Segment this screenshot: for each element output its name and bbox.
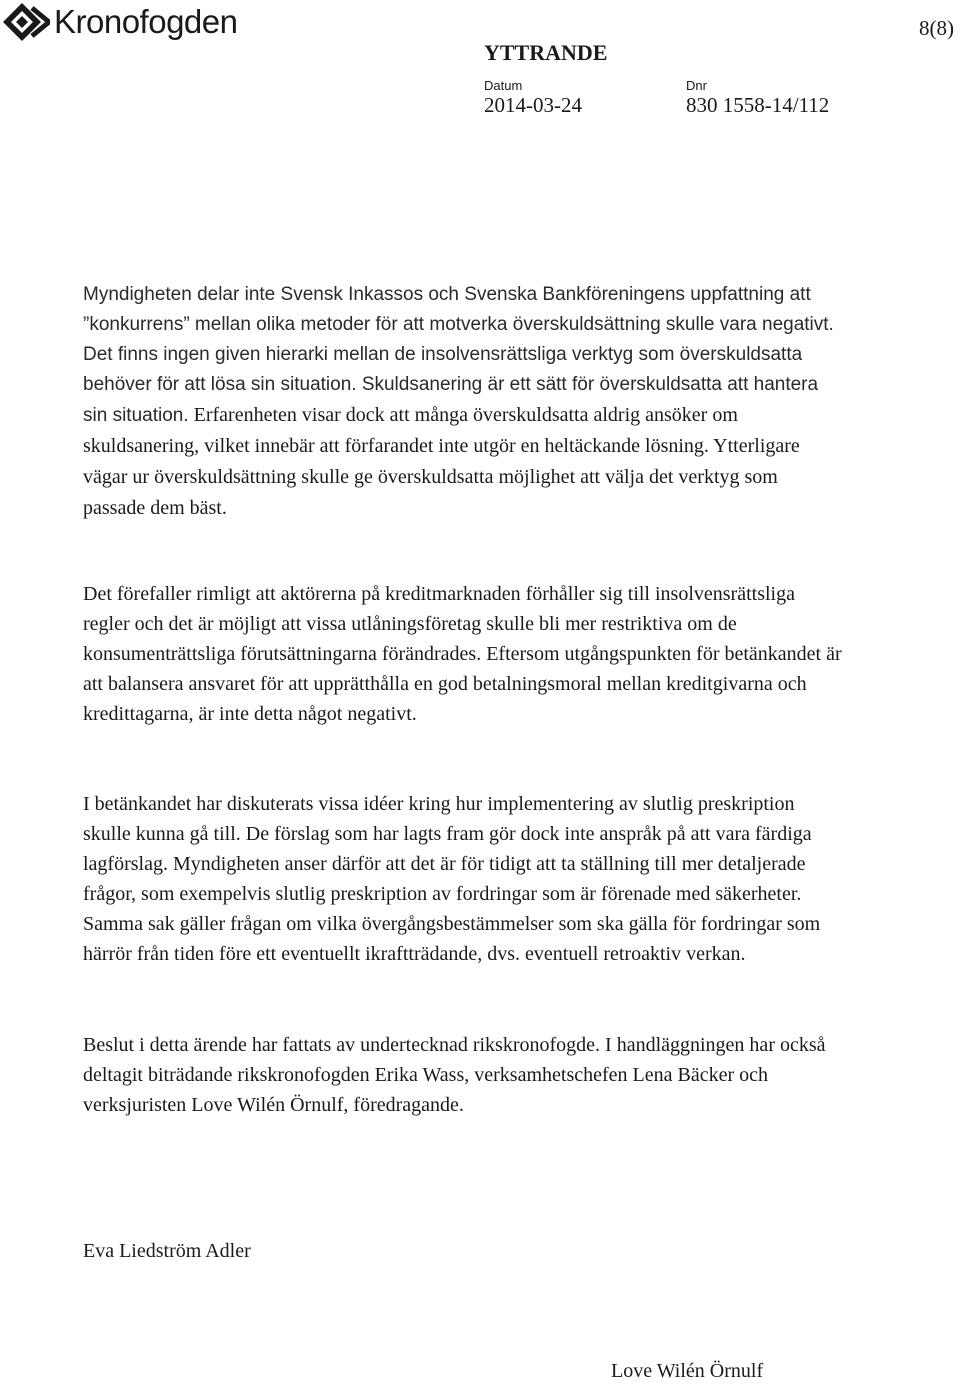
kronofogden-logo xyxy=(2,2,238,42)
paragraph-1 xyxy=(83,280,843,524)
paragraph-3: I betänkandet har diskuterats vissa idéer kring hur implementering av slutlig preskription skulle kunna gå till. De förslag som har lagts fram gör dock inte anspråk på att vara färdiga lagförslag. Myndigheten anser därför att det är för tidigt att ta ställning till mer detaljerade frågor, som exempelvis slutlig preskription av fordringar som är förenade med säkerheter. Samma sak gäller frågan om vilka övergångsbestämmelser som ska gälla för fordringar som härrör från tiden före ett eventuellt ikraftträdande, dvs. eventuell retroaktiv verkan. xyxy=(83,793,821,965)
page-number: 8(8) xyxy=(919,16,954,40)
dnr-label: Dnr xyxy=(686,78,707,93)
paragraph-4: Beslut i detta ärende har fattats av undertecknad rikskronofogde. I handläggningen har också deltagit biträdande rikskronofogden Erika Wass, verksamhetschefen Lena Bäcker och verksjuristen Love Wilén Örnulf, föredragande. xyxy=(83,1034,826,1116)
date-value: 2014-03-24 xyxy=(484,93,582,117)
logo-text: Kronofogden xyxy=(54,3,238,40)
date-label: Datum xyxy=(484,78,523,93)
dnr-value: 830 1558-14/112 xyxy=(686,93,830,117)
document-type: YTTRANDE xyxy=(484,40,608,65)
kronofogden-diamond-logo-icon xyxy=(2,2,50,42)
signature-name-1: Eva Liedström Adler xyxy=(83,1240,251,1262)
paragraph-1-sans-part: Myndigheten delar inte Svensk Inkassos och Svenska Bankföreningens uppfattning att ”konkurrens” mellan olika metoder för att motverka överskuldsättning skulle vara negativt. Det finns ingen given hierarki mellan de insolvensrättsliga verktyg som överskuldsatta behöver för att lösa sin situation. Skuldsanering är ett sätt för överskuldsatta att hantera sin situation. xyxy=(83,284,834,426)
signature-name-2: Love Wilén Örnulf xyxy=(611,1360,764,1382)
paragraph-2: Det förefaller rimligt att aktörerna på kreditmarknaden förhåller sig till insolvensrättsliga regler och det är möjligt att vissa utlåningsföretag skulle bli mer restriktiva om de konsumenträttsliga förutsättningarna förändrades. Eftersom utgångspunkten för betänkandet är att balansera ansvaret för att upprätthålla en god betalningsmoral mellan kreditgivarna och kredittagarna, är inte detta något negativt. xyxy=(83,583,842,725)
paragraph-1-serif-part: Erfarenheten visar dock att många överskuldsatta aldrig ansöker om skuldsanering, vilket innebär att förfarandet inte utgör en heltäckande lösning. Ytterligare vägar ur överskuldsättning skulle ge överskuldsatta möjlighet att välja det verktyg som passade dem bäst. xyxy=(83,404,800,519)
